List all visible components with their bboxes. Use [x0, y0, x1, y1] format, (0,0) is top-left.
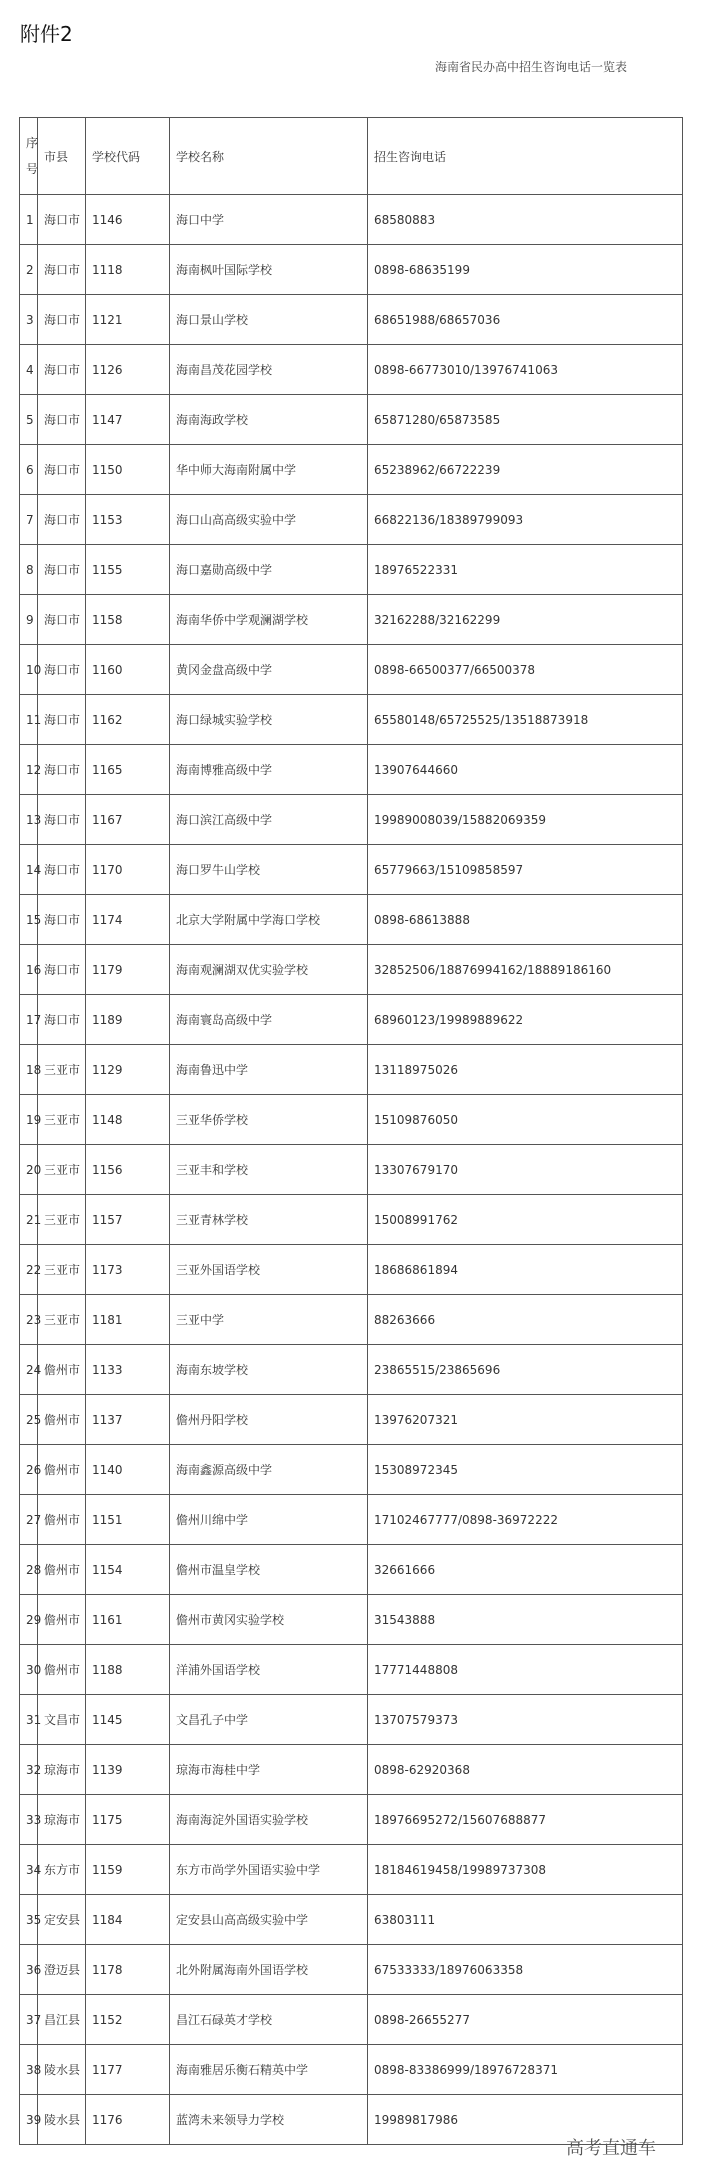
cell-index: 14 [20, 845, 38, 895]
cell-school-code: 1174 [86, 895, 170, 945]
table-row [20, 845, 683, 895]
cell-city: 陵水县 [38, 2095, 86, 2145]
cell-phone: 66822136/18389799093 [368, 495, 683, 545]
cell-city: 昌江县 [38, 1995, 86, 2045]
cell-phone: 67533333/18976063358 [368, 1945, 683, 1995]
cell-city: 东方市 [38, 1845, 86, 1895]
cell-phone: 65779663/15109858597 [368, 845, 683, 895]
table-row [20, 445, 683, 495]
cell-school-name: 定安县山高高级实验中学 [170, 1895, 368, 1945]
table-row [20, 1595, 683, 1645]
cell-index: 3 [20, 295, 38, 345]
cell-index: 8 [20, 545, 38, 595]
cell-city: 三亚市 [38, 1145, 86, 1195]
cell-school-code: 1152 [86, 1995, 170, 2045]
cell-school-code: 1157 [86, 1195, 170, 1245]
table-row [20, 1645, 683, 1695]
cell-index: 29 [20, 1595, 38, 1645]
cell-index: 23 [20, 1295, 38, 1345]
cell-school-name: 三亚外国语学校 [170, 1245, 368, 1295]
cell-school-name: 海南寰岛高级中学 [170, 995, 368, 1045]
cell-city: 儋州市 [38, 1395, 86, 1445]
table-row [20, 545, 683, 595]
cell-school-name: 海南鑫源高级中学 [170, 1445, 368, 1495]
cell-index: 13 [20, 795, 38, 845]
cell-phone: 13907644660 [368, 745, 683, 795]
header-school-name: 学校名称 [170, 118, 368, 195]
cell-school-code: 1188 [86, 1645, 170, 1695]
cell-school-name: 北外附属海南外国语学校 [170, 1945, 368, 1995]
cell-school-name: 海口中学 [170, 195, 368, 245]
table-row [20, 1045, 683, 1095]
table-row [20, 595, 683, 645]
table-row [20, 695, 683, 745]
cell-phone: 19989817986 [368, 2095, 683, 2145]
table-row [20, 1845, 683, 1895]
cell-phone: 15008991762 [368, 1195, 683, 1245]
cell-index: 32 [20, 1745, 38, 1795]
cell-school-code: 1145 [86, 1695, 170, 1745]
cell-school-code: 1167 [86, 795, 170, 845]
table-row [20, 245, 683, 295]
table-row [20, 1995, 683, 2045]
cell-city: 海口市 [38, 195, 86, 245]
cell-phone: 18976522331 [368, 545, 683, 595]
cell-index: 20 [20, 1145, 38, 1195]
cell-index: 31 [20, 1695, 38, 1745]
cell-school-name: 海南海政学校 [170, 395, 368, 445]
cell-school-code: 1189 [86, 995, 170, 1045]
cell-school-code: 1181 [86, 1295, 170, 1345]
table-row [20, 645, 683, 695]
cell-school-code: 1178 [86, 1945, 170, 1995]
table-row [20, 1445, 683, 1495]
table-row [20, 345, 683, 395]
cell-phone: 13307679170 [368, 1145, 683, 1195]
cell-school-name: 文昌孔子中学 [170, 1695, 368, 1745]
cell-index: 5 [20, 395, 38, 445]
annex-label: 附件2 [20, 22, 73, 46]
table-row [20, 1945, 683, 1995]
cell-city: 海口市 [38, 445, 86, 495]
cell-school-code: 1165 [86, 745, 170, 795]
cell-phone: 13118975026 [368, 1045, 683, 1095]
cell-city: 儋州市 [38, 1345, 86, 1395]
cell-phone: 18184619458/19989737308 [368, 1845, 683, 1895]
cell-school-name: 昌江石碌英才学校 [170, 1995, 368, 2045]
cell-school-code: 1156 [86, 1145, 170, 1195]
cell-city: 儋州市 [38, 1645, 86, 1695]
cell-index: 4 [20, 345, 38, 395]
header-school-code: 学校代码 [86, 118, 170, 195]
cell-city: 三亚市 [38, 1045, 86, 1095]
cell-city: 定安县 [38, 1895, 86, 1945]
cell-phone: 18686861894 [368, 1245, 683, 1295]
cell-city: 海口市 [38, 495, 86, 545]
table-row [20, 1145, 683, 1195]
cell-index: 28 [20, 1545, 38, 1595]
cell-phone: 68580883 [368, 195, 683, 245]
cell-phone: 65238962/66722239 [368, 445, 683, 495]
cell-school-name: 儋州川绵中学 [170, 1495, 368, 1545]
cell-school-name: 北京大学附属中学海口学校 [170, 895, 368, 945]
cell-school-name: 三亚华侨学校 [170, 1095, 368, 1145]
cell-school-code: 1155 [86, 545, 170, 595]
cell-city: 文昌市 [38, 1695, 86, 1745]
cell-phone: 32162288/32162299 [368, 595, 683, 645]
cell-city: 海口市 [38, 545, 86, 595]
table-row [20, 745, 683, 795]
cell-city: 儋州市 [38, 1445, 86, 1495]
cell-city: 海口市 [38, 245, 86, 295]
table-row [20, 895, 683, 945]
cell-city: 海口市 [38, 645, 86, 695]
cell-school-name: 海口嘉勋高级中学 [170, 545, 368, 595]
cell-index: 11 [20, 695, 38, 745]
cell-city: 海口市 [38, 695, 86, 745]
table-body [20, 195, 683, 2145]
cell-index: 35 [20, 1895, 38, 1945]
cell-school-code: 1175 [86, 1795, 170, 1845]
cell-school-name: 海南海淀外国语实验学校 [170, 1795, 368, 1845]
cell-phone: 65580148/65725525/13518873918 [368, 695, 683, 745]
cell-index: 2 [20, 245, 38, 295]
cell-school-name: 洋浦外国语学校 [170, 1645, 368, 1695]
cell-index: 39 [20, 2095, 38, 2145]
watermark: 高考直通车 [566, 2138, 656, 2159]
cell-school-code: 1148 [86, 1095, 170, 1145]
cell-school-code: 1160 [86, 645, 170, 695]
cell-city: 三亚市 [38, 1295, 86, 1345]
cell-school-code: 1139 [86, 1745, 170, 1795]
table-row [20, 295, 683, 345]
cell-index: 9 [20, 595, 38, 645]
cell-school-name: 儋州丹阳学校 [170, 1395, 368, 1445]
cell-school-name: 海南观澜湖双优实验学校 [170, 945, 368, 995]
cell-phone: 0898-83386999/18976728371 [368, 2045, 683, 2095]
cell-school-name: 海口绿城实验学校 [170, 695, 368, 745]
cell-school-code: 1161 [86, 1595, 170, 1645]
cell-school-name: 蓝湾未来领导力学校 [170, 2095, 368, 2145]
cell-index: 22 [20, 1245, 38, 1295]
cell-school-name: 海南博雅高级中学 [170, 745, 368, 795]
cell-index: 25 [20, 1395, 38, 1445]
table-row [20, 1545, 683, 1595]
school-phone-table [19, 117, 683, 2145]
cell-city: 海口市 [38, 395, 86, 445]
cell-phone: 88263666 [368, 1295, 683, 1345]
table-row [20, 1895, 683, 1945]
cell-phone: 17102467777/0898-36972222 [368, 1495, 683, 1545]
cell-school-code: 1133 [86, 1345, 170, 1395]
cell-school-name: 黄冈金盘高级中学 [170, 645, 368, 695]
cell-phone: 15109876050 [368, 1095, 683, 1145]
cell-city: 琼海市 [38, 1795, 86, 1845]
cell-index: 37 [20, 1995, 38, 2045]
cell-city: 海口市 [38, 795, 86, 845]
cell-school-name: 三亚丰和学校 [170, 1145, 368, 1195]
table-row [20, 1395, 683, 1445]
cell-city: 三亚市 [38, 1095, 86, 1145]
cell-index: 12 [20, 745, 38, 795]
cell-school-code: 1137 [86, 1395, 170, 1445]
cell-school-code: 1159 [86, 1845, 170, 1895]
cell-school-code: 1121 [86, 295, 170, 345]
cell-school-code: 1184 [86, 1895, 170, 1945]
cell-school-code: 1179 [86, 945, 170, 995]
cell-index: 34 [20, 1845, 38, 1895]
cell-city: 儋州市 [38, 1545, 86, 1595]
cell-index: 10 [20, 645, 38, 695]
cell-city: 海口市 [38, 295, 86, 345]
cell-phone: 68960123/19989889622 [368, 995, 683, 1045]
cell-city: 海口市 [38, 745, 86, 795]
cell-phone: 32661666 [368, 1545, 683, 1595]
cell-phone: 13707579373 [368, 1695, 683, 1745]
cell-school-name: 海南华侨中学观澜湖学校 [170, 595, 368, 645]
cell-school-code: 1173 [86, 1245, 170, 1295]
cell-school-code: 1176 [86, 2095, 170, 2145]
cell-phone: 17771448808 [368, 1645, 683, 1695]
table-row [20, 195, 683, 245]
cell-index: 19 [20, 1095, 38, 1145]
cell-phone: 31543888 [368, 1595, 683, 1645]
cell-phone: 32852506/18876994162/18889186160 [368, 945, 683, 995]
cell-school-code: 1140 [86, 1445, 170, 1495]
cell-phone: 65871280/65873585 [368, 395, 683, 445]
cell-city: 澄迈县 [38, 1945, 86, 1995]
cell-phone: 19989008039/15882069359 [368, 795, 683, 845]
cell-index: 7 [20, 495, 38, 545]
cell-phone: 13976207321 [368, 1395, 683, 1445]
cell-phone: 68651988/68657036 [368, 295, 683, 345]
cell-city: 三亚市 [38, 1245, 86, 1295]
cell-index: 33 [20, 1795, 38, 1845]
cell-school-code: 1118 [86, 245, 170, 295]
cell-school-name: 海南东坡学校 [170, 1345, 368, 1395]
cell-index: 6 [20, 445, 38, 495]
cell-school-name: 儋州市温皇学校 [170, 1545, 368, 1595]
cell-school-name: 琼海市海桂中学 [170, 1745, 368, 1795]
cell-index: 26 [20, 1445, 38, 1495]
cell-phone: 0898-66773010/13976741063 [368, 345, 683, 395]
cell-school-name: 儋州市黄冈实验学校 [170, 1595, 368, 1645]
cell-school-name: 海口罗牛山学校 [170, 845, 368, 895]
cell-city: 海口市 [38, 945, 86, 995]
cell-city: 海口市 [38, 345, 86, 395]
cell-index: 16 [20, 945, 38, 995]
cell-school-code: 1129 [86, 1045, 170, 1095]
table-row [20, 2045, 683, 2095]
cell-school-name: 海口滨江高级中学 [170, 795, 368, 845]
table-row [20, 395, 683, 445]
table-header-row [20, 118, 683, 195]
cell-index: 38 [20, 2045, 38, 2095]
table-row [20, 1695, 683, 1745]
cell-school-code: 1154 [86, 1545, 170, 1595]
table-row [20, 945, 683, 995]
cell-phone: 0898-26655277 [368, 1995, 683, 2045]
cell-phone: 23865515/23865696 [368, 1345, 683, 1395]
cell-school-name: 海南雅居乐衡石精英中学 [170, 2045, 368, 2095]
cell-school-name: 三亚中学 [170, 1295, 368, 1345]
cell-school-code: 1158 [86, 595, 170, 645]
cell-index: 15 [20, 895, 38, 945]
cell-city: 海口市 [38, 595, 86, 645]
cell-school-name: 海口景山学校 [170, 295, 368, 345]
cell-index: 18 [20, 1045, 38, 1095]
cell-city: 海口市 [38, 845, 86, 895]
table-row [20, 1295, 683, 1345]
cell-city: 海口市 [38, 895, 86, 945]
cell-index: 30 [20, 1645, 38, 1695]
document-title: 海南省民办高中招生咨询电话一览表 [435, 60, 628, 74]
cell-phone: 18976695272/15607688877 [368, 1795, 683, 1845]
table-row [20, 1495, 683, 1545]
cell-school-code: 1126 [86, 345, 170, 395]
cell-index: 17 [20, 995, 38, 1045]
cell-school-code: 1146 [86, 195, 170, 245]
cell-city: 陵水县 [38, 2045, 86, 2095]
table-row [20, 995, 683, 1045]
cell-school-code: 1153 [86, 495, 170, 545]
table-row [20, 1345, 683, 1395]
cell-school-code: 1151 [86, 1495, 170, 1545]
cell-phone: 63803111 [368, 1895, 683, 1945]
table-row [20, 1095, 683, 1145]
header-city: 市县 [38, 118, 86, 195]
header-index: 序号 [20, 118, 38, 195]
cell-index: 21 [20, 1195, 38, 1245]
cell-phone: 0898-62920368 [368, 1745, 683, 1795]
table-row [20, 795, 683, 845]
cell-index: 36 [20, 1945, 38, 1995]
header-phone: 招生咨询电话 [368, 118, 683, 195]
cell-school-name: 华中师大海南附属中学 [170, 445, 368, 495]
cell-phone: 0898-68613888 [368, 895, 683, 945]
table-row [20, 1195, 683, 1245]
cell-city: 儋州市 [38, 1595, 86, 1645]
cell-school-name: 海南鲁迅中学 [170, 1045, 368, 1095]
cell-school-code: 1177 [86, 2045, 170, 2095]
cell-phone: 15308972345 [368, 1445, 683, 1495]
cell-school-code: 1150 [86, 445, 170, 495]
cell-phone: 0898-68635199 [368, 245, 683, 295]
cell-city: 琼海市 [38, 1745, 86, 1795]
cell-school-code: 1162 [86, 695, 170, 745]
table-row [20, 495, 683, 545]
table-row [20, 1245, 683, 1295]
table-row [20, 1745, 683, 1795]
cell-school-code: 1147 [86, 395, 170, 445]
cell-index: 1 [20, 195, 38, 245]
cell-index: 24 [20, 1345, 38, 1395]
cell-city: 儋州市 [38, 1495, 86, 1545]
cell-school-name: 海南昌茂花园学校 [170, 345, 368, 395]
cell-school-name: 海南枫叶国际学校 [170, 245, 368, 295]
cell-index: 27 [20, 1495, 38, 1545]
cell-city: 海口市 [38, 995, 86, 1045]
cell-school-name: 三亚青林学校 [170, 1195, 368, 1245]
cell-school-name: 海口山高高级实验中学 [170, 495, 368, 545]
table-row [20, 1795, 683, 1845]
cell-school-name: 东方市尚学外国语实验中学 [170, 1845, 368, 1895]
cell-phone: 0898-66500377/66500378 [368, 645, 683, 695]
cell-city: 三亚市 [38, 1195, 86, 1245]
cell-school-code: 1170 [86, 845, 170, 895]
